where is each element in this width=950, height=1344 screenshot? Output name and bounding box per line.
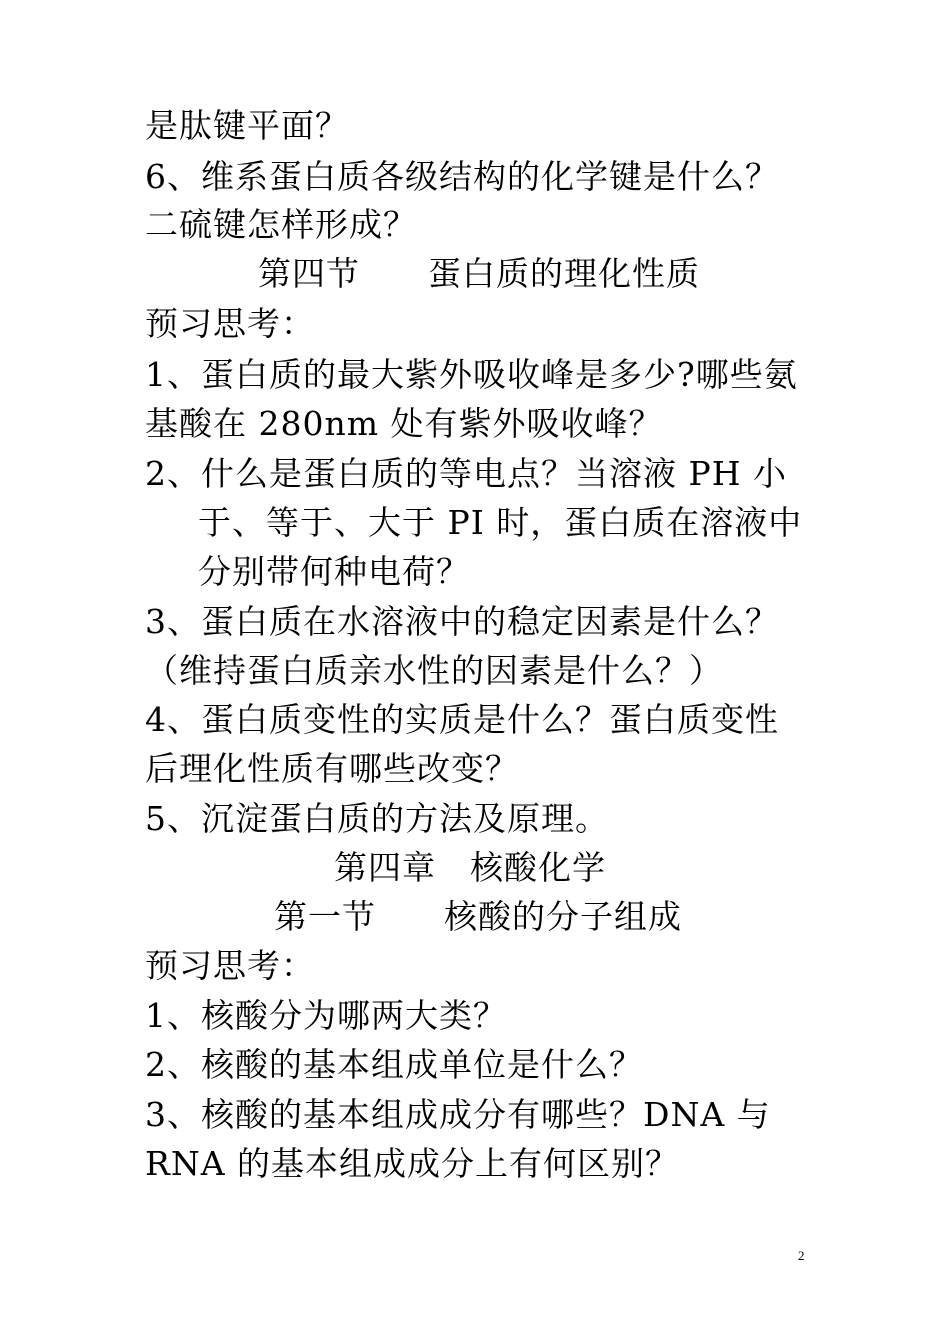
text-line: 基酸在 280nm 处有紫外吸收峰？: [145, 404, 663, 443]
preview-heading: 预习思考：: [145, 304, 315, 343]
chapter-heading: 第四章 核酸化学: [334, 848, 606, 887]
text-line: 是肽键平面？: [145, 106, 349, 145]
question-2: 2、什么是蛋白质的等电点？当溶液 PH 小: [145, 454, 787, 493]
text-line: 后理化性质有哪些改变？: [145, 749, 519, 788]
question-6: 6、维系蛋白质各级结构的化学键是什么？: [145, 157, 779, 196]
question-3: 3、蛋白质在水溶液中的稳定因素是什么？: [145, 602, 779, 641]
text-line: 于、等于、大于 PI 时，蛋白质在溶液中: [198, 503, 803, 542]
section-heading: 第四节 蛋白质的理化性质: [258, 254, 700, 293]
question-1: 1、蛋白质的最大紫外吸收峰是多少?哪些氨: [145, 355, 798, 394]
question-1: 1、核酸分为哪两大类？: [145, 996, 507, 1035]
question-2: 2、核酸的基本组成单位是什么？: [145, 1045, 643, 1084]
text-line: 分别带何种电荷？: [198, 552, 470, 591]
text-line: （维持蛋白质亲水性的因素是什么？）: [145, 651, 723, 690]
text-line: RNA 的基本组成成分上有何区别？: [145, 1144, 680, 1183]
page-number: 2: [798, 1248, 805, 1263]
text-line: 二硫键怎样形成？: [145, 205, 417, 244]
question-3: 3、核酸的基本组成成分有哪些？DNA 与: [145, 1095, 771, 1134]
question-5: 5、沉淀蛋白质的方法及原理。: [145, 799, 609, 838]
preview-heading: 预习思考：: [145, 946, 315, 985]
question-4: 4、蛋白质变性的实质是什么？蛋白质变性: [145, 700, 779, 739]
section-heading: 第一节 核酸的分子组成: [274, 897, 682, 936]
